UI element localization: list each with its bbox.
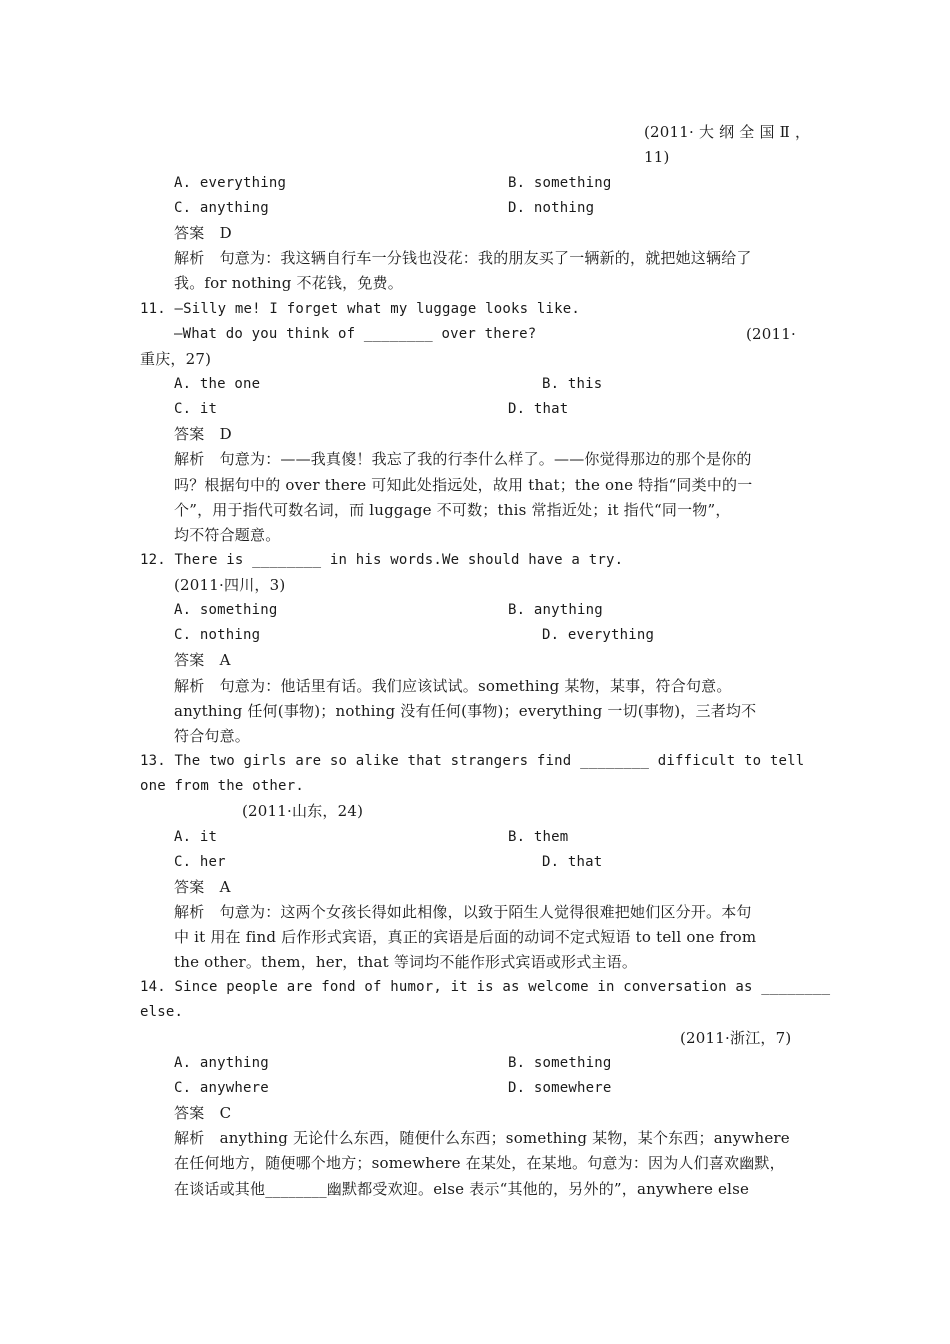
q11-analysis-line2: 吗？根据句中的 over there 可知此处指远处，故用 that；the one 特指“同类中的一 xyxy=(174,476,753,494)
q10-analysis-line1: 解析 句意为：我这辆自行车一分钱也没花：我的朋友买了一辆新的，就把她这辆给了 xyxy=(174,249,752,267)
q11-stem-line2: —What do you think of ________ over there? xyxy=(174,326,537,342)
q12-option-b: B. anything xyxy=(508,602,603,618)
q13-stem-line1: 13. The two girls are so alike that strangers find ________ difficult to tell xyxy=(140,753,805,769)
q11-option-d: D. that xyxy=(508,401,569,417)
q11-option-a: A. the one xyxy=(174,376,261,392)
q12-analysis-line3: 符合句意。 xyxy=(174,727,251,745)
q11-stem-line1: 11. —Silly me! I forget what my luggage looks like. xyxy=(140,301,581,317)
q12-stem-line1: 12. There is ________ in his words.We should have a try. xyxy=(140,552,624,568)
q14-option-c: C. anywhere xyxy=(174,1080,269,1096)
q13-option-d: D. that xyxy=(542,854,603,870)
q11-stem-line3: 重庆，27) xyxy=(140,350,212,368)
q11-analysis-line3: 个”，用于指代可数名词，而 luggage 不可数；this 常指近处；it 指代“同一物”， xyxy=(174,501,731,519)
q10-answer: 答案 D xyxy=(174,224,232,242)
q14-answer: 答案 C xyxy=(174,1104,232,1122)
q10-option-b: B. something xyxy=(508,175,612,191)
q12-answer: 答案 A xyxy=(174,651,231,669)
q11-answer: 答案 D xyxy=(174,425,232,443)
q14-stem-line1: 14. Since people are fond of humor, it is as welcome in conversation as ________ xyxy=(140,979,831,995)
q11-analysis-line1: 解析 句意为：——我真傻！我忘了我的行李什么样了。——你觉得那边的那个是你的 xyxy=(174,450,752,468)
q12-option-d: D. everything xyxy=(542,627,655,643)
q13-answer: 答案 A xyxy=(174,878,231,896)
q13-option-a: A. it xyxy=(174,829,218,845)
q14-analysis-line2: 在任何地方，随便哪个地方；somewhere 在某处，在某地。句意为：因为人们喜欢幽默， xyxy=(174,1154,785,1172)
q13-stem-line2: one from the other. xyxy=(140,778,304,794)
q11-option-c: C. it xyxy=(174,401,218,417)
q14-option-a: A. anything xyxy=(174,1055,269,1071)
q13-option-b: B. them xyxy=(508,829,569,845)
q13-analysis-line1: 解析 句意为：这两个女孩长得如此相像，以致于陌生人觉得很难把她们区分开。本句 xyxy=(174,903,752,921)
q10-analysis-line2: 我。for nothing 不花钱，免费。 xyxy=(174,274,403,292)
q12-analysis-line1: 解析 句意为：他话里有话。我们应该试试。something 某物，某事，符合句意。 xyxy=(174,677,732,695)
q11-source-inline: (2011· xyxy=(746,325,796,343)
q11-analysis-line4: 均不符合题意。 xyxy=(174,526,281,544)
q13-analysis-line3: the other。them，her，that 等词均不能作形式宾语或形式主语。 xyxy=(174,953,638,971)
q10-option-d: D. nothing xyxy=(508,200,595,216)
q13-source: (2011·山东，24) xyxy=(242,802,364,820)
q12-option-c: C. nothing xyxy=(174,627,261,643)
q14-option-d: D. somewhere xyxy=(508,1080,612,1096)
q11-option-b: B. this xyxy=(542,376,603,392)
q14-analysis-line1: 解析 anything 无论什么东西，随便什么东西；something 某物，某个东西；anywhere xyxy=(174,1129,790,1147)
q14-analysis-line3: 在谈话或其他________幽默都受欢迎。else 表示“其他的，另外的”，anywhere else xyxy=(174,1180,750,1198)
q10-source-line2: 11) xyxy=(644,148,670,166)
q12-option-a: A. something xyxy=(174,602,278,618)
q14-stem-line2: else. xyxy=(140,1004,184,1020)
q14-source: (2011·浙江，7) xyxy=(680,1029,792,1047)
q10-option-c: C. anything xyxy=(174,200,269,216)
q12-source: (2011·四川，3) xyxy=(174,576,286,594)
q13-option-c: C. her xyxy=(174,854,226,870)
q10-option-a: A. everything xyxy=(174,175,287,191)
q13-analysis-line2: 中 it 用在 find 后作形式宾语，真正的宾语是后面的动词不定式短语 to tell one from xyxy=(174,928,757,946)
q14-option-b: B. something xyxy=(508,1055,612,1071)
q12-analysis-line2: anything 任何(事物)；nothing 没有任何(事物)；everything 一切(事物)，三者均不 xyxy=(174,702,757,720)
q10-source-line1: (2011· 大 纲 全 国 Ⅱ ， xyxy=(644,123,811,141)
